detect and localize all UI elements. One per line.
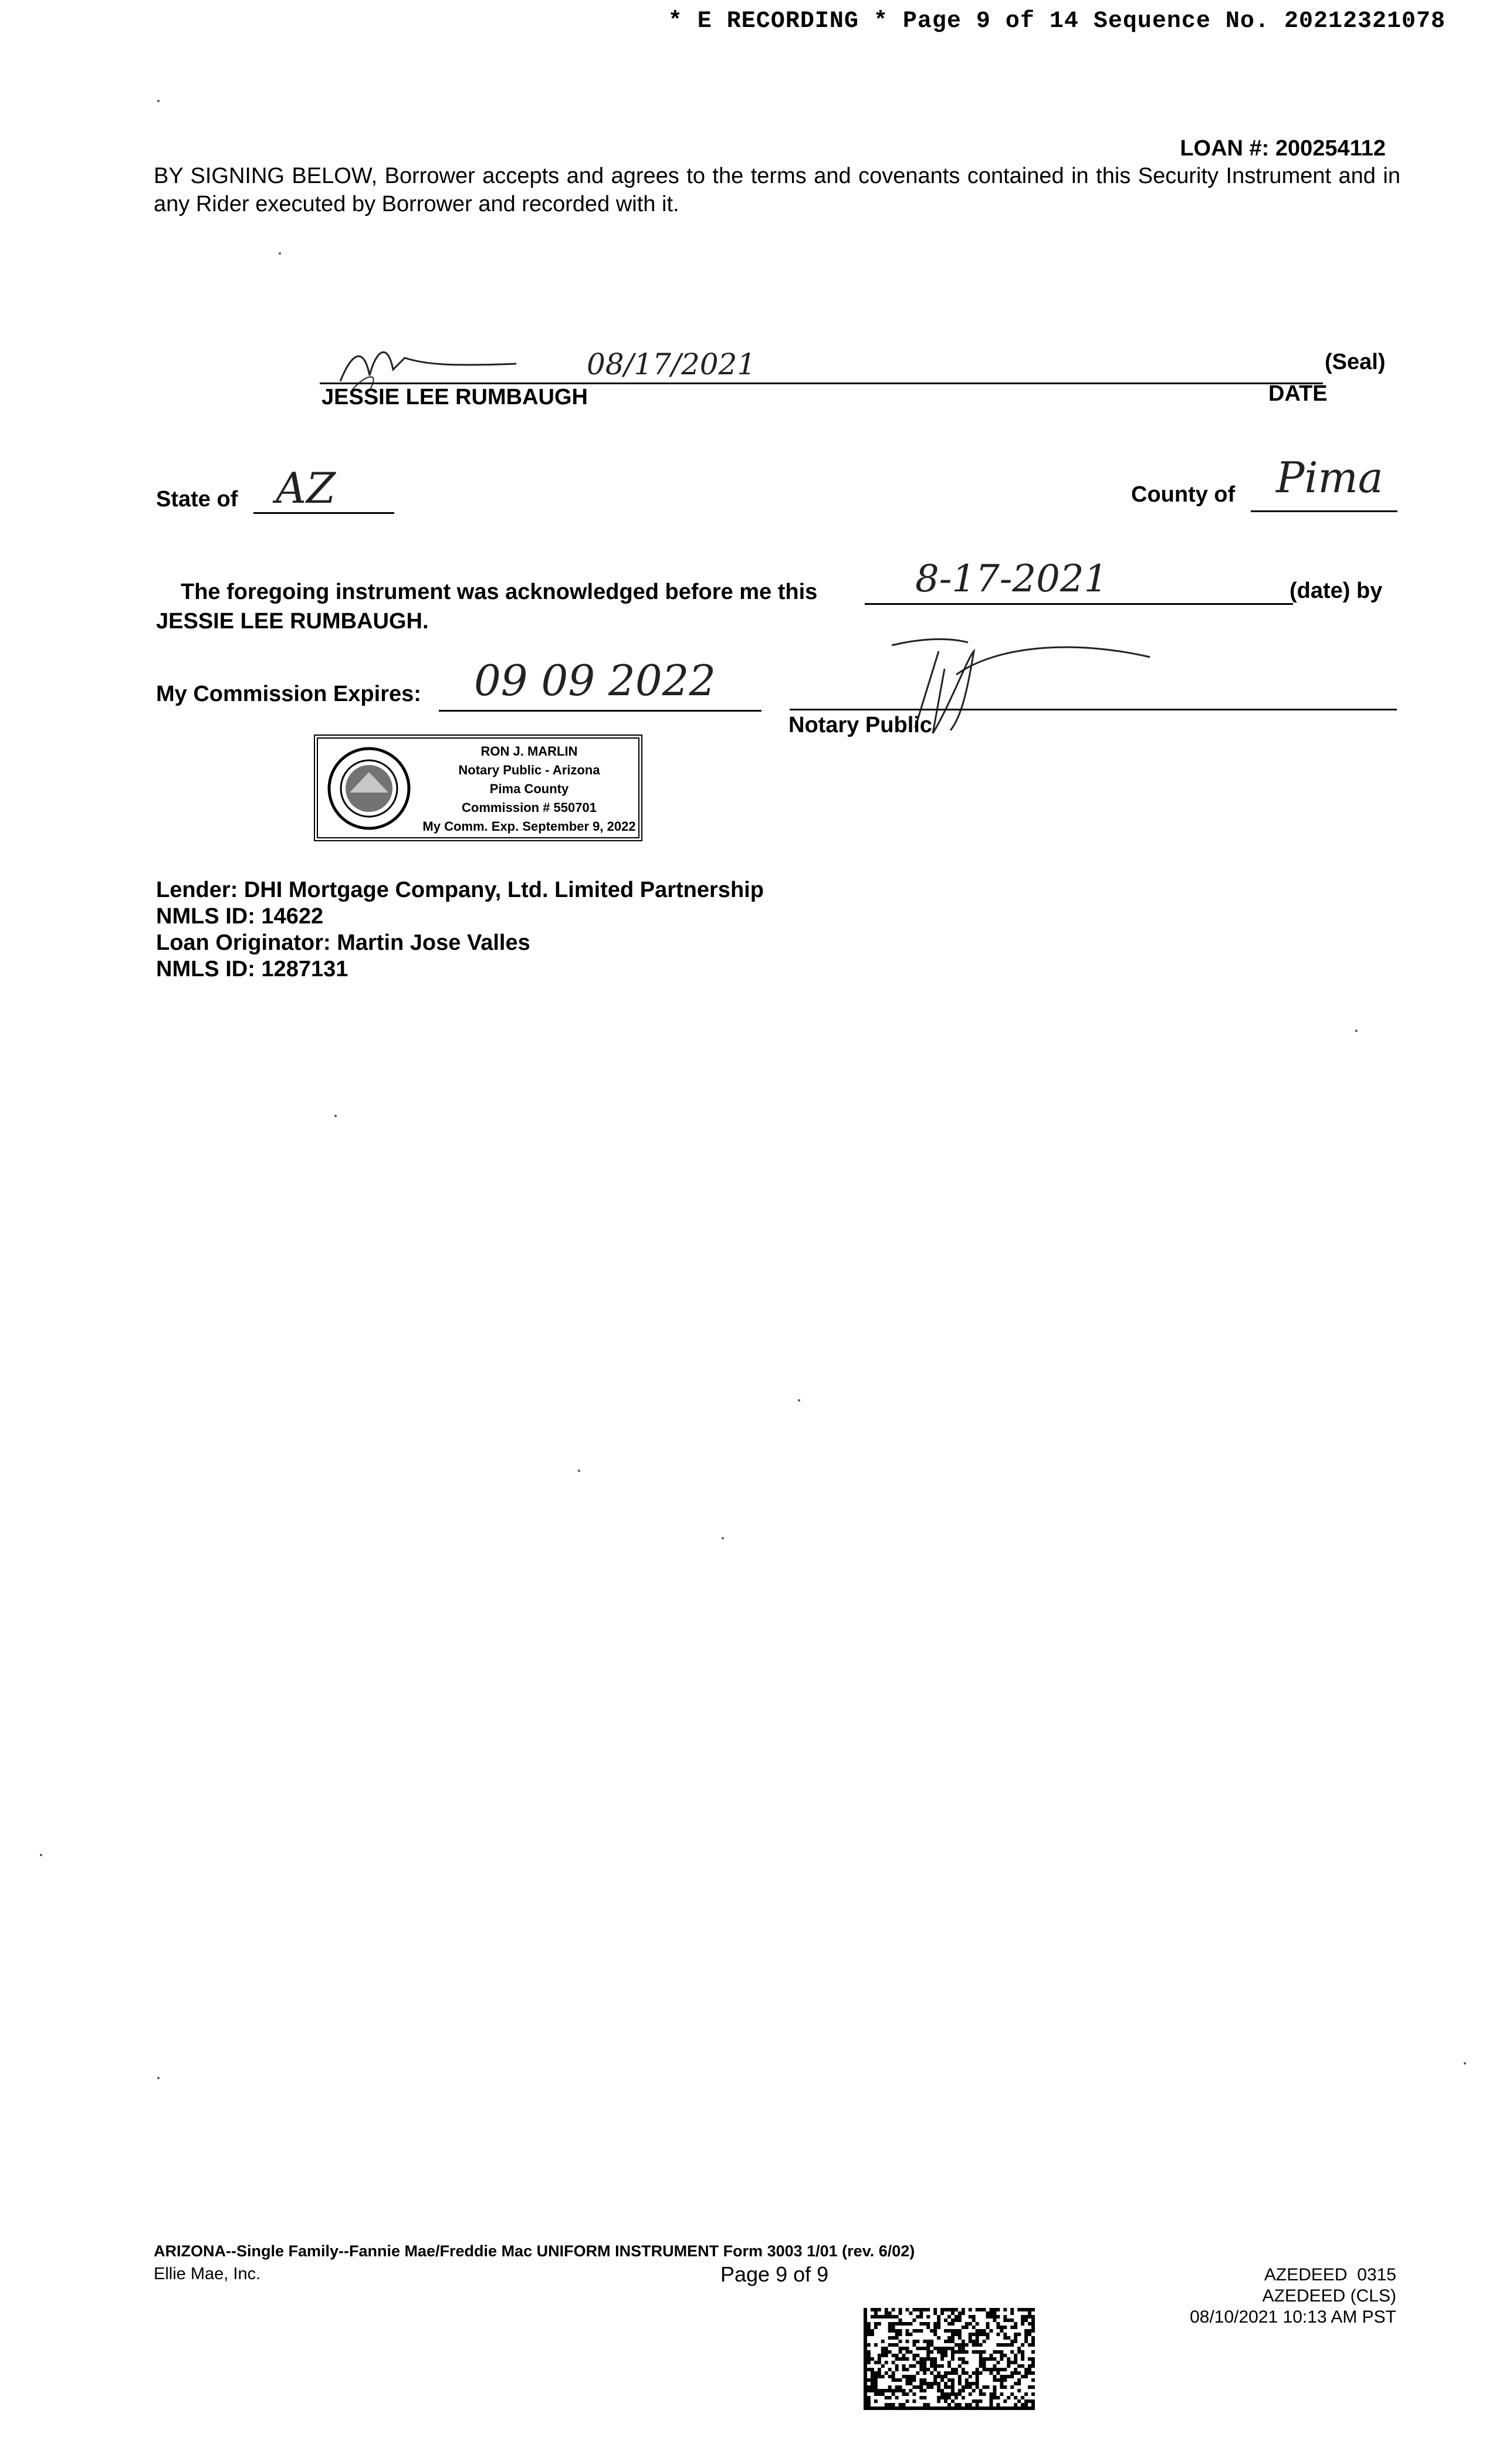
loan-originator: Loan Originator: Martin Jose Valles	[156, 930, 530, 955]
borrower-signature-image	[329, 334, 528, 393]
stamp-name: RON J. MARLIN	[480, 744, 578, 759]
state-value-handwritten: AZ	[276, 463, 336, 513]
commission-expires-label: My Commission Expires:	[156, 682, 421, 706]
state-label: State of	[156, 487, 238, 512]
borrower-name: JESSIE LEE RUMBAUGH	[321, 385, 588, 409]
recording-header: * E RECORDING * Page 9 of 14 Sequence No. 20212321078	[668, 8, 1446, 35]
date-label: DATE	[1268, 381, 1328, 406]
acknowledgment-date-handwritten: 8-17-2021	[915, 557, 1108, 601]
publisher: Ellie Mae, Inc.	[154, 2265, 261, 2283]
stamp-expiry: My Comm. Exp. September 9, 2022	[422, 819, 636, 834]
form-code-1: AZEDEED 0315	[1264, 2265, 1396, 2284]
state-line	[253, 512, 394, 514]
scan-speck	[279, 252, 281, 255]
notary-signature-line	[790, 709, 1397, 710]
lender-info	[156, 877, 764, 983]
form-code-2: AZEDEED (CLS)	[1262, 2286, 1396, 2306]
scan-speck	[722, 1537, 724, 1539]
loan-number: LOAN #: 200254112	[1180, 136, 1386, 161]
scan-speck	[157, 2077, 160, 2079]
lender-name: Lender: DHI Mortgage Company, Ltd. Limited Partnership	[156, 878, 764, 902]
stamp-county: Pima County	[489, 781, 569, 796]
county-line	[1251, 510, 1397, 512]
lender-nmls: NMLS ID: 14622	[156, 904, 324, 929]
scan-speck	[798, 1399, 800, 1402]
page-label: Page 9 of 9	[720, 2262, 829, 2286]
scan-speck	[157, 100, 160, 102]
acknowledged-name: JESSIE LEE RUMBAUGH.	[156, 609, 429, 634]
county-value-handwritten: Pima	[1276, 453, 1383, 502]
footer-codes	[1190, 2265, 1396, 2328]
signature-date-handwritten: 08/17/2021	[587, 347, 756, 381]
acknowledgment-date-line	[865, 603, 1293, 605]
seal-label: (Seal)	[1325, 350, 1386, 374]
scan-speck	[578, 1470, 580, 1472]
date-by-label: (date) by	[1289, 578, 1383, 603]
scan-speck	[334, 1115, 337, 1117]
arizona-state-seal-icon	[326, 746, 412, 831]
intro-paragraph: BY SIGNING BELOW, Borrower accepts and agrees to the terms and covenants contained in this Security Instrument and in any Rider executed by Borrower and recorded with it.	[154, 164, 1400, 216]
notary-public-label: Notary Public	[788, 713, 932, 737]
acknowledgment-text: The foregoing instrument was acknowledged before me this	[181, 580, 818, 604]
print-timestamp: 08/10/2021 10:13 AM PST	[1190, 2307, 1396, 2327]
commission-line	[439, 710, 761, 712]
commission-expires-handwritten: 09 09 2022	[474, 656, 716, 705]
scan-speck	[1464, 2062, 1466, 2064]
scan-speck	[1355, 1030, 1358, 1032]
signature-line	[320, 383, 1323, 384]
notary-stamp	[314, 735, 642, 841]
2d-barcode-icon	[864, 2308, 1035, 2410]
county-label: County of	[1131, 482, 1236, 507]
originator-nmls: NMLS ID: 1287131	[156, 957, 348, 981]
scan-speck	[40, 1854, 42, 1856]
stamp-commission: Commission # 550701	[462, 800, 597, 815]
stamp-title: Notary Public - Arizona	[458, 763, 600, 777]
form-title: ARIZONA--Single Family--Fannie Mae/Freddie Mac UNIFORM INSTRUMENT Form 3003 1/01 (rev. 6/02)	[154, 2242, 915, 2260]
